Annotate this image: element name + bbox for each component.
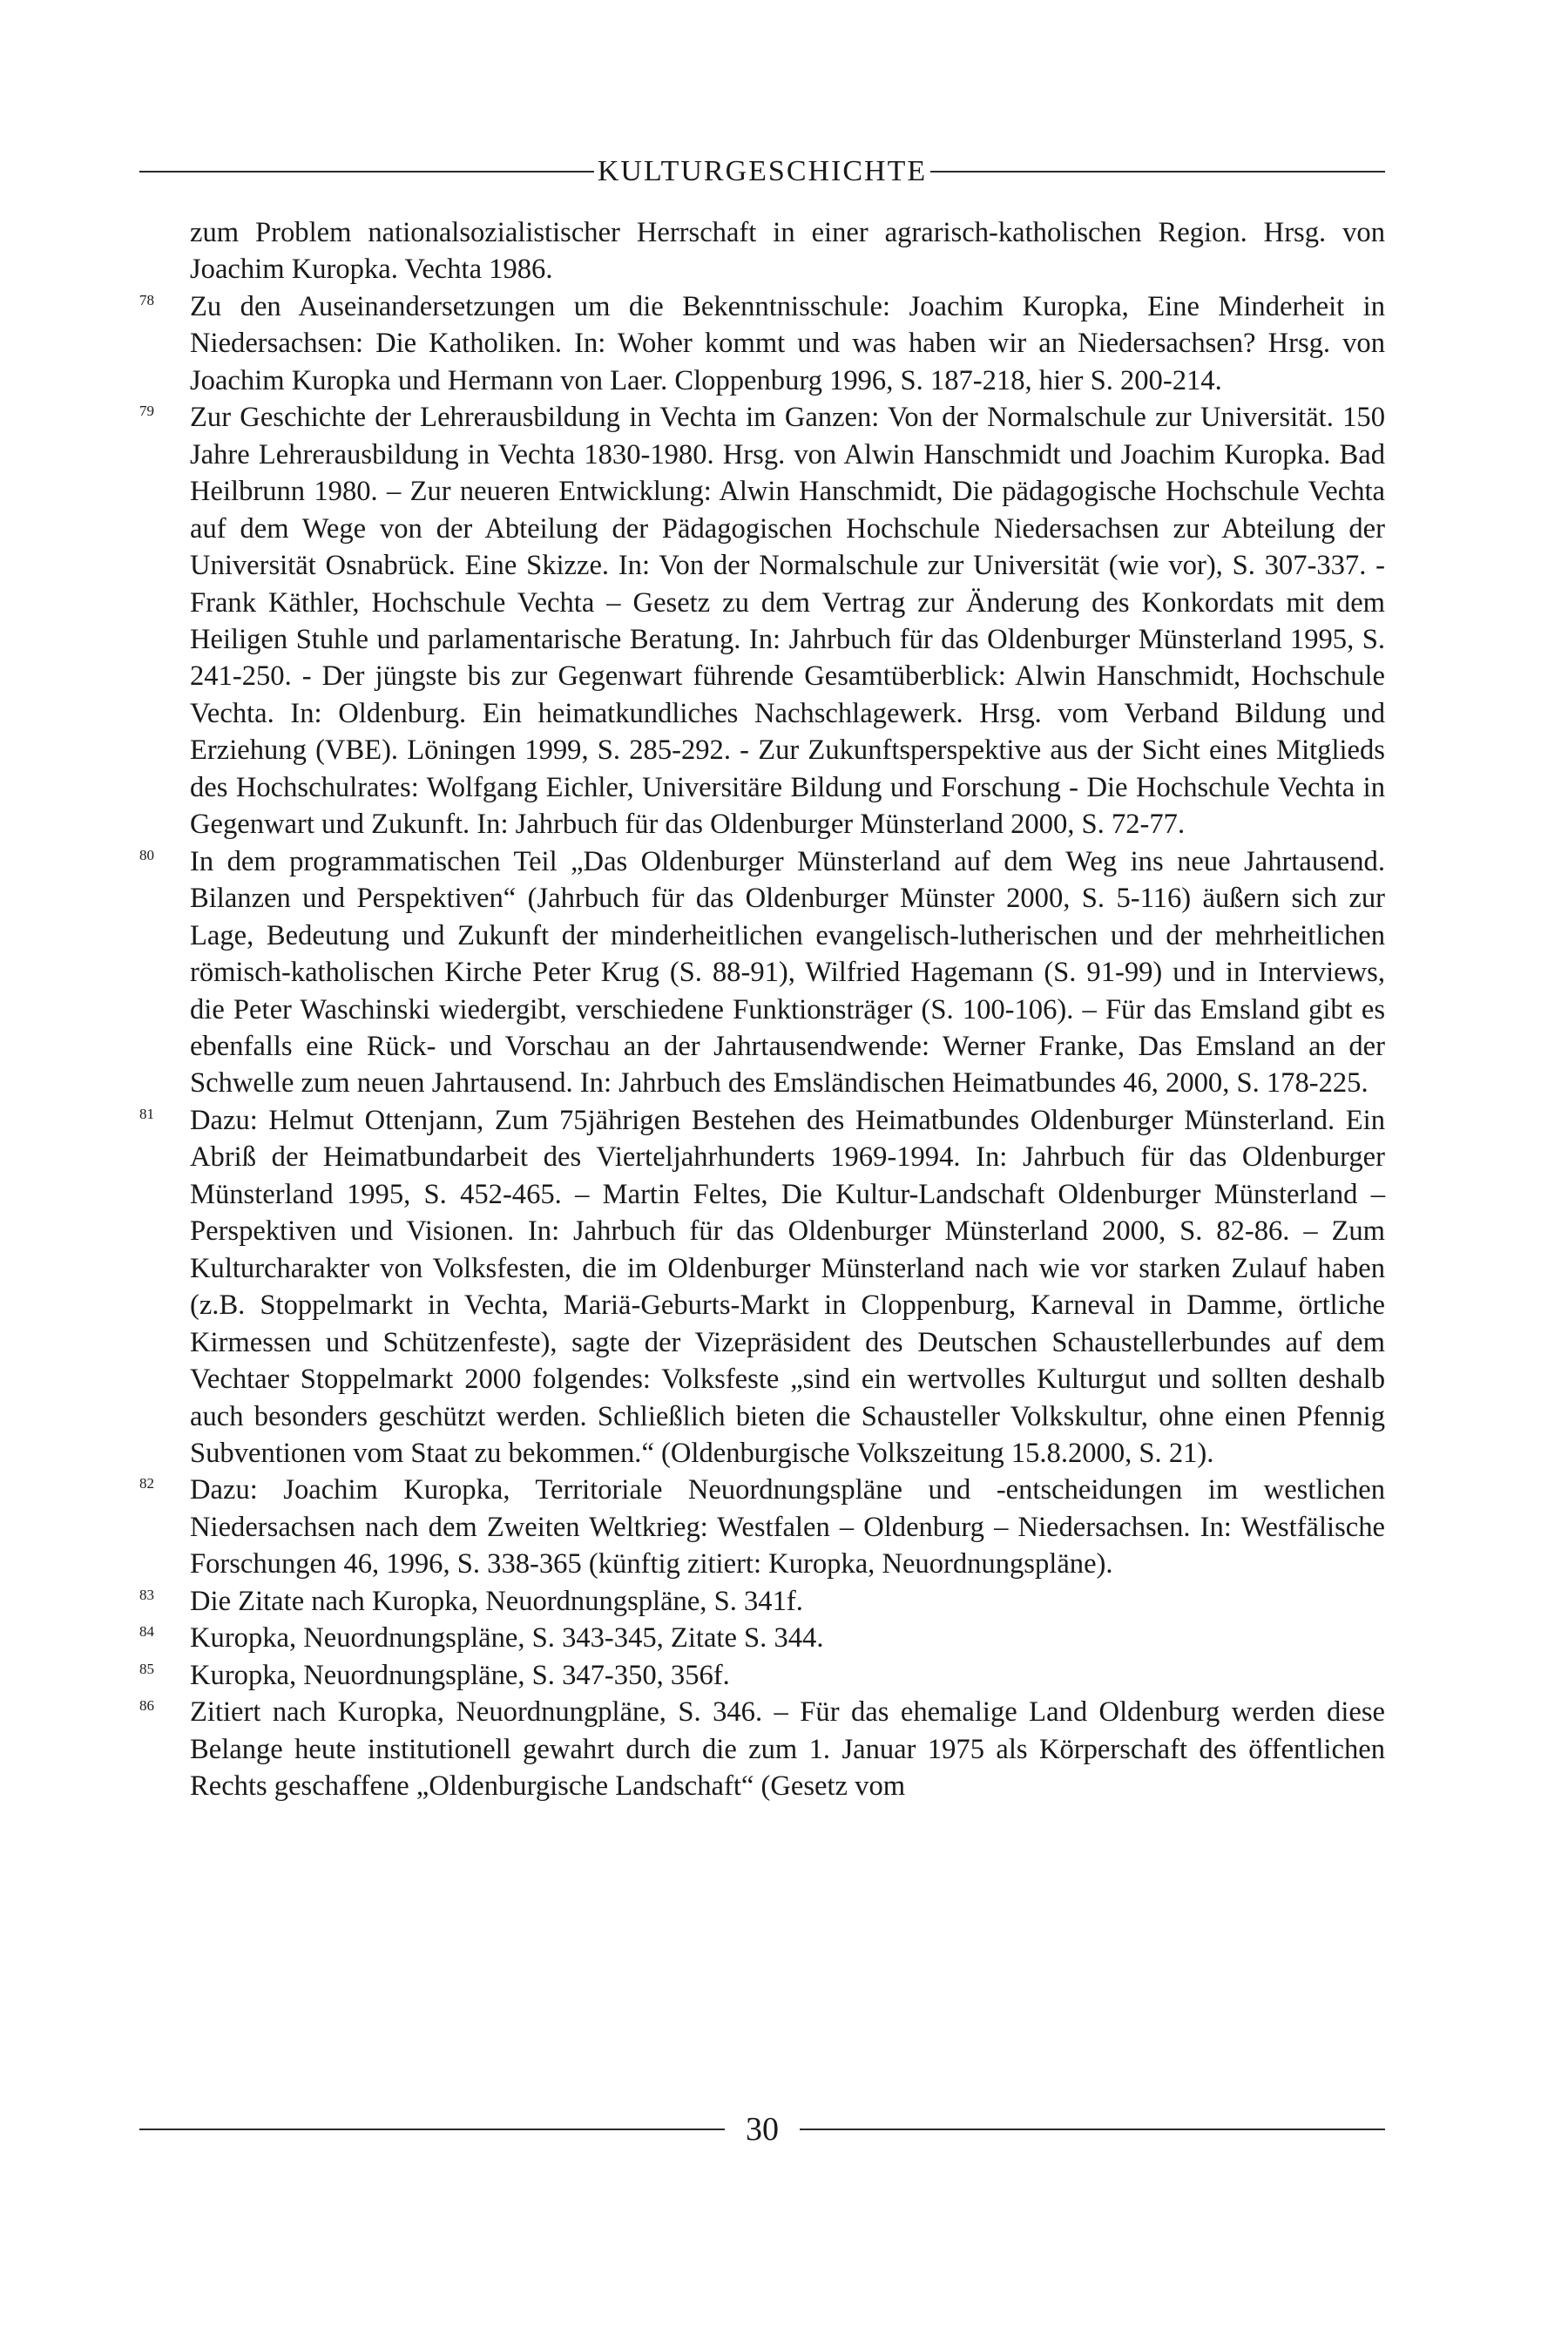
footnote [139, 843, 1385, 1102]
footnote-number: 79 [139, 403, 154, 420]
footnote-text: Dazu: Helmut Ottenjann, Zum 75jährigen Bestehen des Heimatbundes Oldenburger Münsterland. Ein Abriß der Heimatbundarbeit des Vierteljahrhunderts 1969-1994. In: Jahrbuch für das Oldenburger Münsterland 1995, S. 452-465. – Martin Feltes, Die Kultur-Landschaft Oldenburger Münsterland – Perspektiven und Visionen. In: Jahrbuch für das Oldenburger Münsterland 2000, S. 82-86. – Zum Kulturcharakter von Volksfesten, die im Oldenburger Münsterland nach wie vor starken Zulauf haben (z.B. Stoppelmarkt in Vechta, Mariä-Geburts-Markt in Cloppenburg, Karneval in Damme, örtliche Kirmessen und Schützenfeste), sagte der Vizepräsident des Deutschen Schaustellerbundes auf dem Vechtaer Stoppelmarkt 2000 folgendes: Volksfeste „sind ein wertvolles Kulturgut und sollten deshalb auch besonders geschützt werden. Schließlich bieten die Schausteller Volkskultur, ohne einen Pfennig Subventionen vom Staat zu bekommen.“ (Oldenburgische Volkszeitung 15.8.2000, S. 21). [190, 1104, 1385, 1469]
header-rule-left [139, 171, 594, 173]
footnote [139, 1620, 1385, 1656]
footnote [139, 1472, 1385, 1582]
footnote-number: 86 [139, 1697, 154, 1715]
footnote-text: Die Zitate nach Kuropka, Neuordnungspläne, S. 341f. [190, 1585, 803, 1617]
footnotes-list [139, 214, 1385, 1804]
footnote-number: 80 [139, 846, 154, 863]
footer-rule-left [139, 2129, 725, 2130]
page-number: 30 [746, 2111, 779, 2148]
footnote-text: Kuropka, Neuordnungspläne, S. 343-345, Zitate S. 344. [190, 1622, 824, 1655]
footnote-number: 85 [139, 1660, 154, 1677]
footnote-number: 78 [139, 291, 154, 308]
footnote-number: 81 [139, 1105, 154, 1122]
footer-rule-right [800, 2129, 1385, 2130]
footnote-number: 83 [139, 1586, 154, 1603]
footnote-continuation [139, 214, 1385, 288]
header-title: KULTURGESCHICHTE [597, 155, 928, 187]
footnote [139, 1657, 1385, 1694]
footnote-text: Zu den Auseinandersetzungen um die Bekenntnisschule: Joachim Kuropka, Eine Minderheit in Niedersachsen: Die Katholiken. In: Woher kommt und was haben wir an Niedersachsen? Hrsg. von Joachim Kuropka und Hermann von Laer. Cloppenburg 1996, S. 187-218, hier S. 200-214. [190, 290, 1385, 396]
footnote-number: 84 [139, 1623, 154, 1641]
footnote [139, 288, 1385, 399]
footnote-text: Zur Geschichte der Lehrerausbildung in Vechta im Ganzen: Von der Normalschule zur Universität. 150 Jahre Lehrerausbildung in Vechta 1830-1980. Hrsg. von Alwin Hanschmidt und Joachim Kuropka. Bad Heilbrunn 1980. – Zur neueren Entwicklung: Alwin Hanschmidt, Die pädagogische Hochschule Vechta auf dem Wege von der Abteilung der Pädagogischen Hochschule Niedersachsen zur Abteilung der Universität Osnabrück. Eine Skizze. In: Von der Normalschule zur Universität (wie vor), S. 307-337. - Frank Käthler, Hochschule Vechta – Gesetz zu dem Vertrag zur Änderung des Konkordats mit dem Heiligen Stuhle und parlamentarische Beratung. In: Jahrbuch für das Oldenburger Münsterland 1995, S. 241-250. - Der jüngste bis zur Gegenwart führende Gesamtüberblick: Alwin Hanschmidt, Hochschule Vechta. In: Oldenburg. Ein heimatkundliches Nachschlagewerk. Hrsg. vom Verband Bildung und Erziehung (VBE). Löningen 1999, S. 285-292. - Zur Zukunftsperspektive aus der Sicht eines Mitglieds des Hochschulrates: Wolfgang Eichler, Universitäre Bildung und Forschung - Die Hochschule Vechta in Gegenwart und Zukunft. In: Jahrbuch für das Oldenburger Münsterland 2000, S. 72-77. [190, 402, 1385, 841]
page-footer [139, 2105, 1385, 2154]
footnote [139, 1102, 1385, 1472]
running-header [139, 150, 1385, 193]
header-rule-right [930, 171, 1385, 173]
footnote-text: Kuropka, Neuordnungspläne, S. 347-350, 356f. [190, 1659, 730, 1691]
footnote-text: In dem programmatischen Teil „Das Oldenburger Münsterland auf dem Weg ins neue Jahrtausend. Bilanzen und Perspektiven“ (Jahrbuch für das Oldenburger Münster 2000, S. 5-116) äußern sich zur Lage, Bedeutung und Zukunft der minderheitlichen evangelisch-lutherischen und der mehrheitlichen römisch-katholischen Kirche Peter Krug (S. 88-91), Wilfried Hagemann (S. 91-99) und in Interviews, die Peter Waschinski wiedergibt, verschiedene Funktionsträger (S. 100-106). – Für das Emsland gibt es ebenfalls eine Rück- und Vorschau an der Jahrtausendwende: Werner Franke, Das Emsland an der Schwelle zum neuen Jahrtausend. In: Jahrbuch des Emsländischen Heimatbundes 46, 2000, S. 178-225. [190, 845, 1385, 1100]
footnote [139, 1694, 1385, 1804]
footnote-text: Dazu: Joachim Kuropka, Territoriale Neuordnungspläne und -entscheidungen im westlichen Niedersachsen nach dem Zweiten Weltkrieg: Westfalen – Oldenburg – Niedersachsen. In: Westfälische Forschungen 46, 1996, S. 338-365 (künftig zitiert: Kuropka, Neuordnungspläne). [190, 1474, 1385, 1580]
footnote-number: 82 [139, 1475, 154, 1492]
footnote-text: zum Problem nationalsozialistischer Herrschaft in einer agrarisch-katholischen Region. Hrsg. von Joachim Kuropka. Vechta 1986. [190, 217, 1385, 286]
footnote [139, 1583, 1385, 1620]
footnote [139, 399, 1385, 843]
footnote-text: Zitiert nach Kuropka, Neuordnungpläne, S. 346. – Für das ehemalige Land Oldenburg werden diese Belange heute institutionell gewahrt durch die zum 1. Januar 1975 als Körperschaft des öffentlichen Rechts geschaffene „Oldenburgische Landschaft“ (Gesetz vom [190, 1696, 1385, 1803]
